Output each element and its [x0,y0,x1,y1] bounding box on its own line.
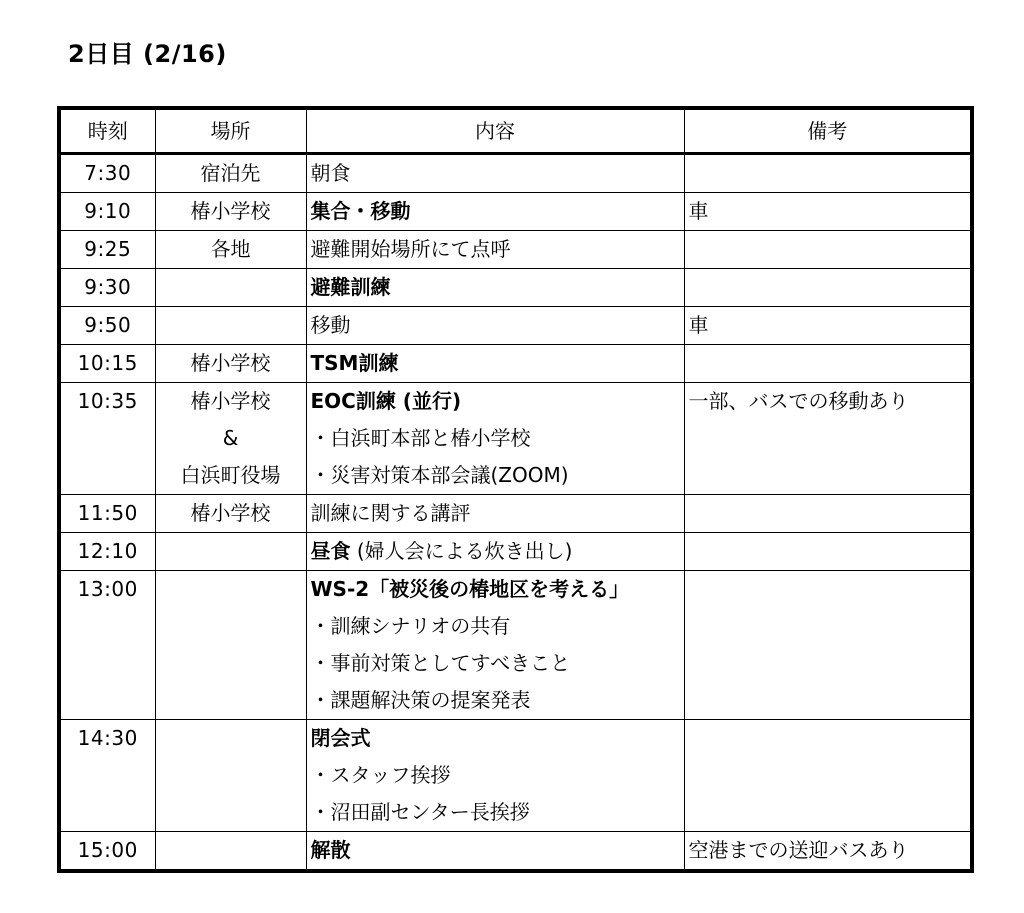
note-cell [684,345,972,383]
content-line [311,832,680,869]
time-cell: 11:50 [59,495,155,533]
content-suffix: (婦人会による炊き出し) [350,539,573,563]
note-cell [684,533,972,571]
place-cell [155,193,306,231]
table-row [59,345,972,383]
note-cell: 空港までの送迎バスあり [684,832,972,872]
place-cell [155,383,306,495]
content-line [311,345,680,382]
content-line [311,533,680,570]
content-text: TSM訓練 [310,351,399,375]
page-title: 2日目 (2/16) [68,40,227,68]
content-cell [306,533,684,571]
header-note: 備考 [684,108,972,154]
place-line: 各地 [210,237,251,261]
time-cell: 12:10 [59,533,155,571]
content-line [311,193,680,230]
place-line: 白浜町役場 [180,463,281,487]
content-text: ・課題解決策の提案発表 [310,688,531,712]
content-line [311,757,680,794]
table-row [59,269,972,307]
time-cell: 9:10 [59,193,155,231]
header-place: 場所 [155,108,306,154]
content-text: ・沼田副センター長挨拶 [310,800,530,824]
place-line: 宿泊先 [200,161,261,185]
content-line [311,682,680,719]
content-line [311,307,680,344]
content-line [311,383,680,420]
table-row [59,832,972,872]
content-text: ・白浜町本部と椿小学校 [310,426,531,450]
table-row [59,495,972,533]
content-text: WS-2「被災後の椿地区を考える」 [310,577,630,601]
content-text: EOC訓練 (並行) [310,389,462,413]
place-line: 椿小学校 [190,351,271,375]
content-cell [306,720,684,832]
note-cell [684,231,972,269]
content-text: 解散 [310,838,351,862]
table-row [59,383,972,495]
content-line [311,495,680,532]
content-text: ・災害対策本部会議(ZOOM) [310,463,569,487]
place-cell [155,571,306,720]
content-text: 閉会式 [310,726,371,750]
place-cell [155,231,306,269]
content-cell [306,231,684,269]
place-cell [155,720,306,832]
content-line [311,794,680,831]
table-row [59,231,972,269]
time-cell: 9:50 [59,307,155,345]
content-cell [306,269,684,307]
place-cell [155,269,306,307]
note-cell: 車 [684,307,972,345]
place-line: 椿小学校 [190,501,271,525]
content-text: 避難開始場所にて点呼 [310,237,511,261]
content-text: 避難訓練 [310,275,391,299]
note-cell [684,154,972,193]
time-cell: 13:00 [59,571,155,720]
time-cell: 10:35 [59,383,155,495]
table-row [59,571,972,720]
content-text: ・訓練シナリオの共有 [310,614,511,638]
content-line [311,645,680,682]
note-cell [684,720,972,832]
place-cell [155,345,306,383]
place-cell [155,832,306,872]
header-row [59,108,972,154]
place-line: 椿小学校 [190,389,271,413]
content-text: 昼食 [310,539,351,563]
table-row [59,307,972,345]
content-text: 訓練に関する講評 [310,501,471,525]
content-line [311,720,680,757]
content-text: 移動 [310,313,351,337]
time-cell: 9:30 [59,269,155,307]
schedule-table [57,106,974,873]
time-cell: 10:15 [59,345,155,383]
content-line [311,231,680,268]
place-cell [155,495,306,533]
content-line [311,155,680,192]
place-cell [155,307,306,345]
content-line [311,420,680,457]
table-row [59,154,972,193]
content-cell [306,832,684,872]
table-row [59,533,972,571]
place-line: 椿小学校 [190,199,271,223]
content-line [311,269,680,306]
note-cell [684,571,972,720]
place-cell [155,154,306,193]
table-row [59,720,972,832]
table-row [59,193,972,231]
header-time: 時刻 [59,108,155,154]
note-cell: 車 [684,193,972,231]
content-text: ・事前対策としてすべきこと [310,651,571,675]
content-text: ・スタッフ挨拶 [310,763,451,787]
header-content: 内容 [306,108,684,154]
content-cell [306,193,684,231]
content-cell [306,345,684,383]
time-cell: 7:30 [59,154,155,193]
content-line [311,608,680,645]
place-line: & [222,426,239,450]
note-cell [684,269,972,307]
content-cell [306,383,684,495]
time-cell: 14:30 [59,720,155,832]
content-cell [306,495,684,533]
note-cell [684,495,972,533]
time-cell: 9:25 [59,231,155,269]
content-line [311,571,680,608]
time-cell: 15:00 [59,832,155,872]
content-cell [306,154,684,193]
content-cell [306,307,684,345]
note-cell: 一部、バスでの移動あり [684,383,972,495]
place-cell [155,533,306,571]
content-cell [306,571,684,720]
content-text: 朝食 [310,161,351,185]
content-line [311,457,680,494]
content-text: 集合・移動 [310,199,411,223]
